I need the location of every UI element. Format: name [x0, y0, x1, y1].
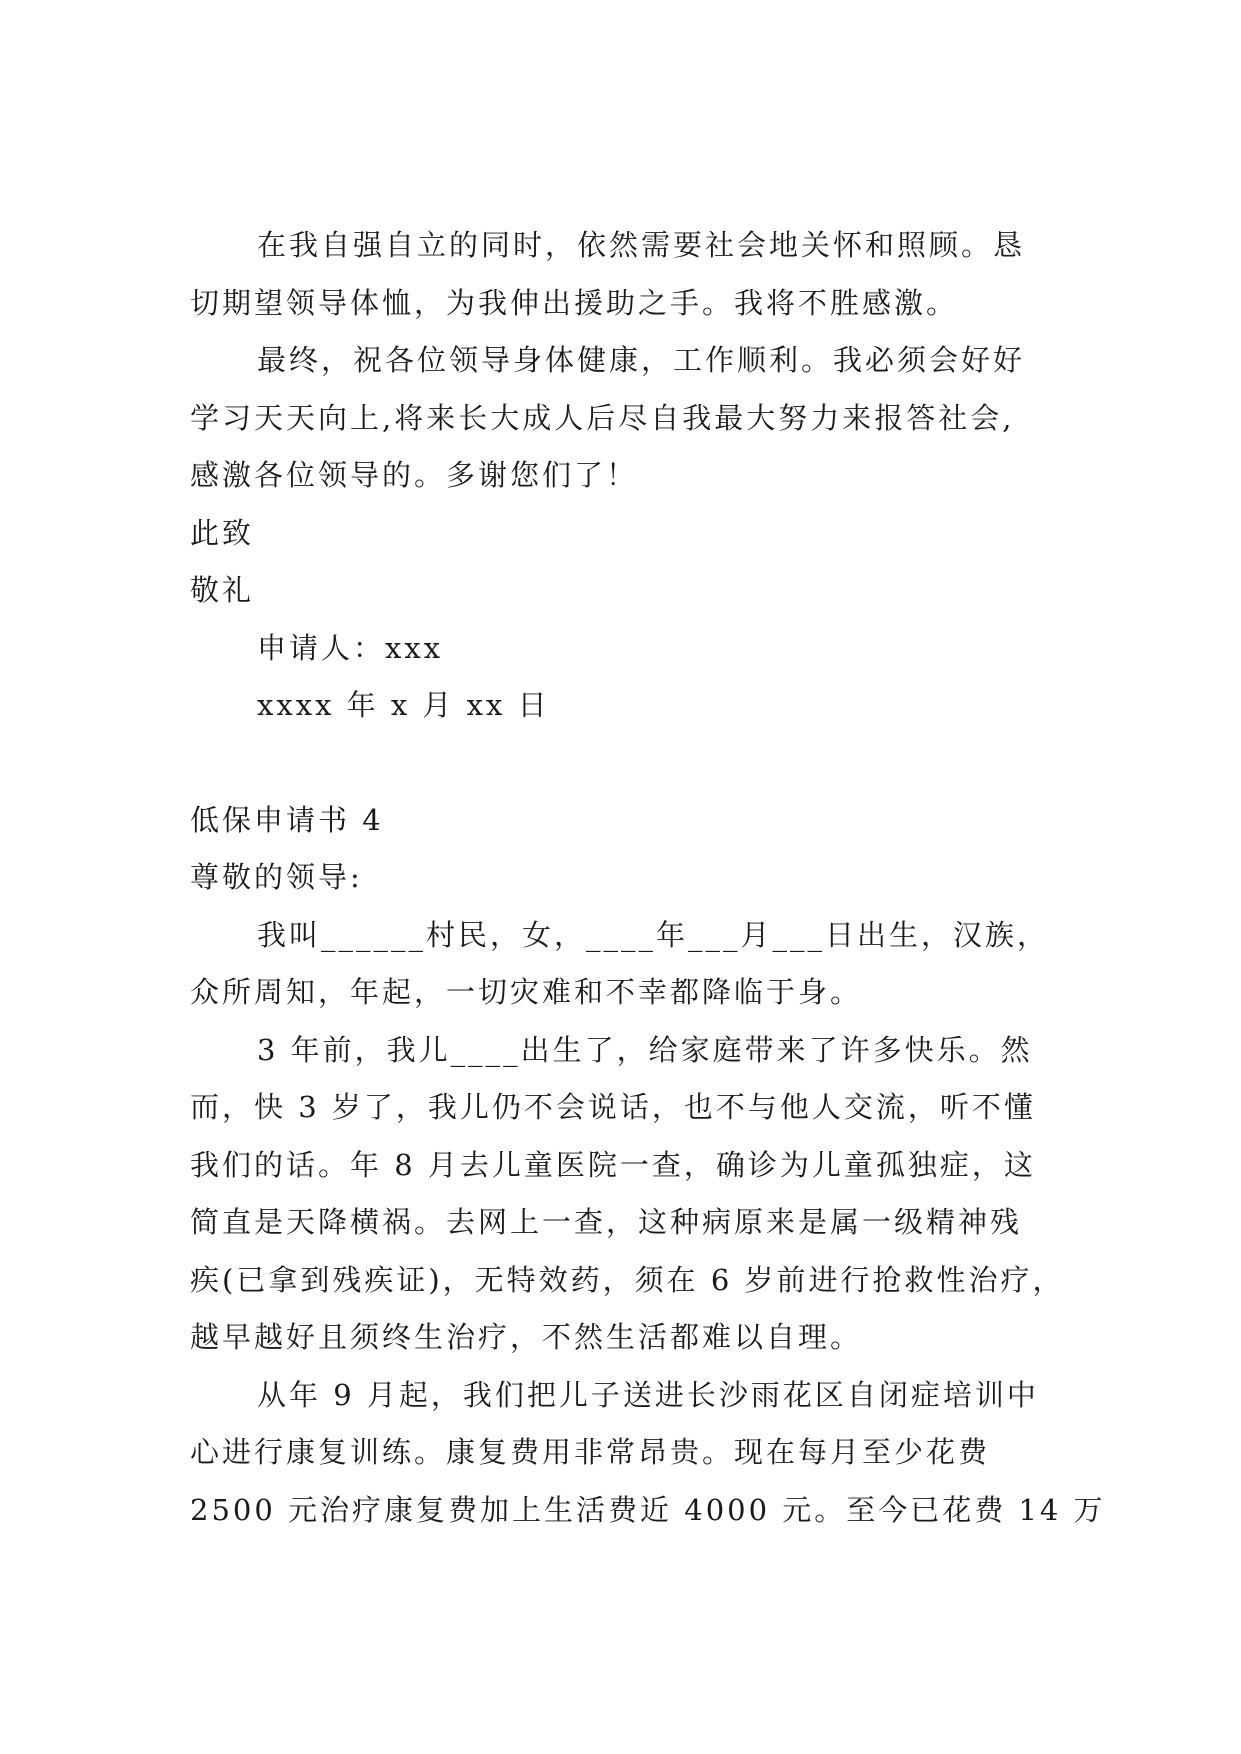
- applicant-signature: 申请人：xxx: [257, 631, 444, 665]
- paragraph-line: 众所周知，年起，一切灾难和不幸都降临于身。: [190, 975, 863, 1009]
- paragraph-line: 2500 元治疗康复费加上生活费近 4000 元。至今已花费 14 万: [190, 1493, 1106, 1527]
- paragraph-line: 最终，祝各位领导身体健康，工作顺利。我必须会好好: [257, 343, 1026, 377]
- paragraph-line: 在我自强自立的同时，依然需要社会地关怀和照顾。恳: [257, 228, 1026, 262]
- paragraph-line: 学习天天向上,将来长大成人后尽自我最大努力来报答社会,: [190, 401, 1015, 435]
- paragraph-line: 而，快 3 岁了，我儿仍不会说话，也不与他人交流，听不懂: [190, 1090, 1036, 1124]
- salutation: 尊敬的领导:: [190, 860, 363, 894]
- paragraph-line: 我叫______村民，女，____年___月___日出生，汉族，: [257, 918, 1050, 952]
- paragraph-line: 疾(已拿到残疾证)，无特效药，须在 6 岁前进行抢救性治疗，: [190, 1263, 1065, 1297]
- paragraph-line: 3 年前，我儿____出生了，给家庭带来了许多快乐。然: [257, 1033, 1033, 1067]
- section-title: 低保申请书 4: [190, 803, 384, 837]
- signature-date: xxxx 年 x 月 xx 日: [257, 688, 550, 722]
- paragraph-line: 我们的话。年 8 月去儿童医院一查，确诊为儿童孤独症，这: [190, 1148, 1036, 1182]
- paragraph-line: 感激各位领导的。多谢您们了！: [190, 458, 639, 492]
- paragraph-line: 从年 9 月起，我们把儿子送进长沙雨花区自闭症培训中: [257, 1378, 1039, 1412]
- closing-salute: 敬礼: [190, 573, 255, 607]
- paragraph-line: 心进行康复训练。康复费用非常昂贵。现在每月至少花费: [190, 1435, 991, 1469]
- closing-line: 此致: [190, 516, 255, 550]
- paragraph-line: 简直是天降横祸。去网上一查，这种病原来是属一级精神残: [190, 1205, 1023, 1239]
- paragraph-line: 越早越好且须终生治疗，不然生活都难以自理。: [190, 1320, 863, 1354]
- paragraph-line: 切期望领导体恤，为我伸出援助之手。我将不胜感激。: [190, 286, 959, 320]
